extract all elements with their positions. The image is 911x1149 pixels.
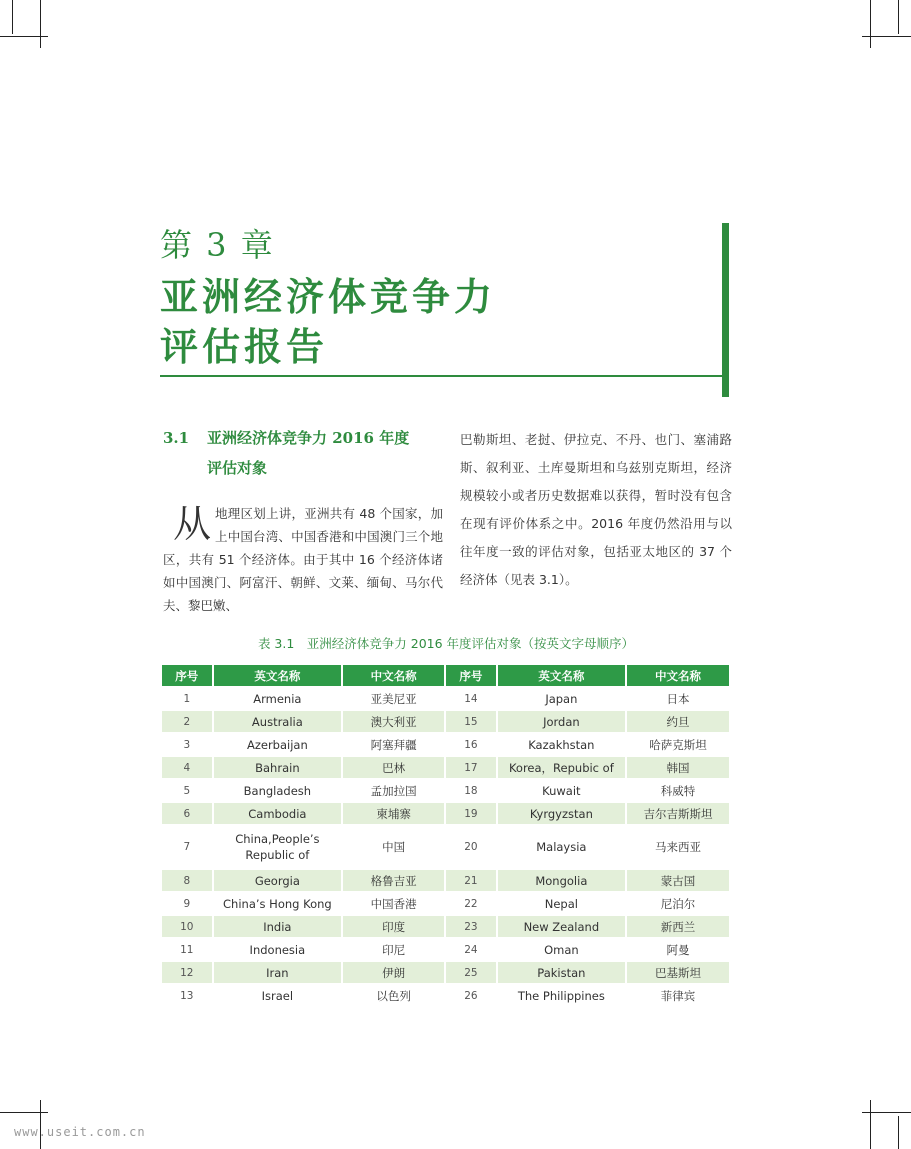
- table-row: [162, 985, 729, 1006]
- cell-seq: 19: [446, 803, 496, 824]
- cell-chinese-name: 澳大利亚: [343, 711, 444, 732]
- section-title-line1: 亚洲经济体竞争力 2016 年度: [207, 429, 410, 447]
- watermark: www.useit.com.cn: [14, 1125, 146, 1139]
- table-row: [162, 893, 729, 914]
- cell-chinese-name: 中国香港: [343, 893, 444, 914]
- cell-english-name: Australia: [214, 711, 342, 732]
- cell-seq: 6: [162, 803, 212, 824]
- cell-chinese-name: 约旦: [627, 711, 729, 732]
- cell-seq: 9: [162, 893, 212, 914]
- cell-chinese-name: 巴基斯坦: [627, 962, 729, 983]
- cell-english-name: China,People’s Republic of: [214, 826, 342, 868]
- cell-chinese-name: 尼泊尔: [627, 893, 729, 914]
- cell-chinese-name: 亚美尼亚: [343, 688, 444, 709]
- section-number: 3.1: [163, 429, 190, 447]
- cell-chinese-name: 阿塞拜疆: [343, 734, 444, 755]
- cell-seq: 24: [446, 939, 496, 960]
- table-header-row: [162, 665, 729, 686]
- section-title-line2: 评估对象: [207, 459, 268, 477]
- cell-seq: 17: [446, 757, 496, 778]
- cell-chinese-name: 印尼: [343, 939, 444, 960]
- cell-seq: 23: [446, 916, 496, 937]
- cell-chinese-name: 哈萨克斯坦: [627, 734, 729, 755]
- cell-chinese-name: 阿曼: [627, 939, 729, 960]
- crop-mark: [862, 1112, 911, 1113]
- cell-english-name: Georgia: [214, 870, 342, 891]
- cell-seq: 25: [446, 962, 496, 983]
- header-english-name: 英文名称: [214, 665, 342, 686]
- cell-seq: 12: [162, 962, 212, 983]
- header-seq: 序号: [162, 665, 212, 686]
- crop-mark: [0, 1112, 48, 1113]
- chapter-divider: [160, 375, 725, 377]
- crop-mark: [0, 36, 48, 37]
- cell-english-name: Oman: [498, 939, 625, 960]
- crop-mark: [870, 1100, 871, 1149]
- economies-table: [160, 663, 731, 1008]
- body-left-text: 地理区划上讲，亚洲共有 48 个国家，加上中国台湾、中国香港和中国澳门三个地区，共有 51 个经济体。由于其中 16 个经济体诸如中国澳门、阿富汗、朝鲜、文莱、缅甸、马尔代夫、黎巴嫩、: [163, 506, 443, 613]
- table-row: [162, 870, 729, 891]
- cell-english-name: Bahrain: [214, 757, 342, 778]
- cell-seq: 5: [162, 780, 212, 801]
- cell-chinese-name: 日本: [627, 688, 729, 709]
- cell-seq: 15: [446, 711, 496, 732]
- cell-chinese-name: 科威特: [627, 780, 729, 801]
- cell-seq: 10: [162, 916, 212, 937]
- table-caption: 表 3.1 亚洲经济体竞争力 2016 年度评估对象（按英文字母顺序）: [257, 636, 635, 651]
- body-left-column: [163, 502, 443, 617]
- cell-seq: 1: [162, 688, 212, 709]
- table-row: [162, 734, 729, 755]
- cell-english-name: Armenia: [214, 688, 342, 709]
- cell-chinese-name: 伊朗: [343, 962, 444, 983]
- cell-english-name: Pakistan: [498, 962, 625, 983]
- drop-cap: 从: [173, 502, 212, 546]
- cell-chinese-name: 韩国: [627, 757, 729, 778]
- cell-chinese-name: 以色列: [343, 985, 444, 1006]
- header-chinese-name: 中文名称: [343, 665, 444, 686]
- cell-chinese-name: 格鲁吉亚: [343, 870, 444, 891]
- cell-chinese-name: 巴林: [343, 757, 444, 778]
- cell-english-name: Nepal: [498, 893, 625, 914]
- cell-seq: 2: [162, 711, 212, 732]
- chapter-title: [160, 272, 496, 372]
- table-row: [162, 780, 729, 801]
- cell-english-name: Israel: [214, 985, 342, 1006]
- header-english-name: 英文名称: [498, 665, 625, 686]
- cell-english-name: Jordan: [498, 711, 625, 732]
- cell-english-name: Kuwait: [498, 780, 625, 801]
- table-row: [162, 962, 729, 983]
- cell-english-name: China’s Hong Kong: [214, 893, 342, 914]
- cell-chinese-name: 新西兰: [627, 916, 729, 937]
- cell-seq: 3: [162, 734, 212, 755]
- cell-english-name: Indonesia: [214, 939, 342, 960]
- cell-seq: 11: [162, 939, 212, 960]
- crop-mark: [898, 0, 899, 34]
- cell-seq: 13: [162, 985, 212, 1006]
- table-row: [162, 757, 729, 778]
- table-row: [162, 939, 729, 960]
- crop-mark: [870, 0, 871, 48]
- cell-english-name: Azerbaijan: [214, 734, 342, 755]
- cell-seq: 14: [446, 688, 496, 709]
- cell-chinese-name: 中国: [343, 826, 444, 868]
- cell-seq: 8: [162, 870, 212, 891]
- cell-chinese-name: 印度: [343, 916, 444, 937]
- cell-english-name: New Zealand: [498, 916, 625, 937]
- cell-english-name: Malaysia: [498, 826, 625, 868]
- cell-seq: 18: [446, 780, 496, 801]
- chapter-title-line2: 评估报告: [160, 325, 329, 369]
- cell-seq: 26: [446, 985, 496, 1006]
- cell-english-name: Cambodia: [214, 803, 342, 824]
- cell-seq: 16: [446, 734, 496, 755]
- cell-seq: 7: [162, 826, 212, 868]
- table-row: [162, 688, 729, 709]
- cell-chinese-name: 蒙古国: [627, 870, 729, 891]
- cell-english-name: Korea，Repubic of: [498, 757, 625, 778]
- cell-chinese-name: 吉尔吉斯斯坦: [627, 803, 729, 824]
- cell-english-name: Mongolia: [498, 870, 625, 891]
- accent-vertical-bar: [722, 223, 729, 397]
- cell-chinese-name: 柬埔寨: [343, 803, 444, 824]
- crop-mark: [898, 1116, 899, 1149]
- cell-seq: 22: [446, 893, 496, 914]
- header-chinese-name: 中文名称: [627, 665, 729, 686]
- body-right-column: 巴勒斯坦、老挝、伊拉克、不丹、也门、塞浦路斯、叙利亚、土库曼斯坦和乌兹别克斯坦，经济规模较小或者历史数据难以获得，暂时没有包含在现有评价体系之中。2016 年度仍然沿用与以往年度一致的评估对象，包括亚太地区的 37 个经济体（见表 3.1）。: [460, 432, 732, 587]
- section-heading: [163, 423, 448, 483]
- cell-seq: 4: [162, 757, 212, 778]
- cell-chinese-name: 菲律宾: [627, 985, 729, 1006]
- cell-english-name: Iran: [214, 962, 342, 983]
- chapter-label: 第 3 章: [160, 226, 275, 264]
- cell-chinese-name: 孟加拉国: [343, 780, 444, 801]
- chapter-title-line1: 亚洲经济体竞争力: [160, 275, 497, 319]
- table-row: [162, 916, 729, 937]
- cell-english-name: Japan: [498, 688, 625, 709]
- cell-seq: 21: [446, 870, 496, 891]
- cell-seq: 20: [446, 826, 496, 868]
- cell-english-name: India: [214, 916, 342, 937]
- cell-chinese-name: 马来西亚: [627, 826, 729, 868]
- cell-english-name: Kyrgyzstan: [498, 803, 625, 824]
- cell-english-name: Bangladesh: [214, 780, 342, 801]
- crop-mark: [40, 0, 41, 48]
- crop-mark: [12, 0, 13, 34]
- cell-english-name: Kazakhstan: [498, 734, 625, 755]
- crop-mark: [862, 36, 911, 37]
- cell-english-name: The Philippines: [498, 985, 625, 1006]
- table-row: [162, 803, 729, 824]
- table-row: [162, 826, 729, 868]
- table-row: [162, 711, 729, 732]
- header-seq: 序号: [446, 665, 496, 686]
